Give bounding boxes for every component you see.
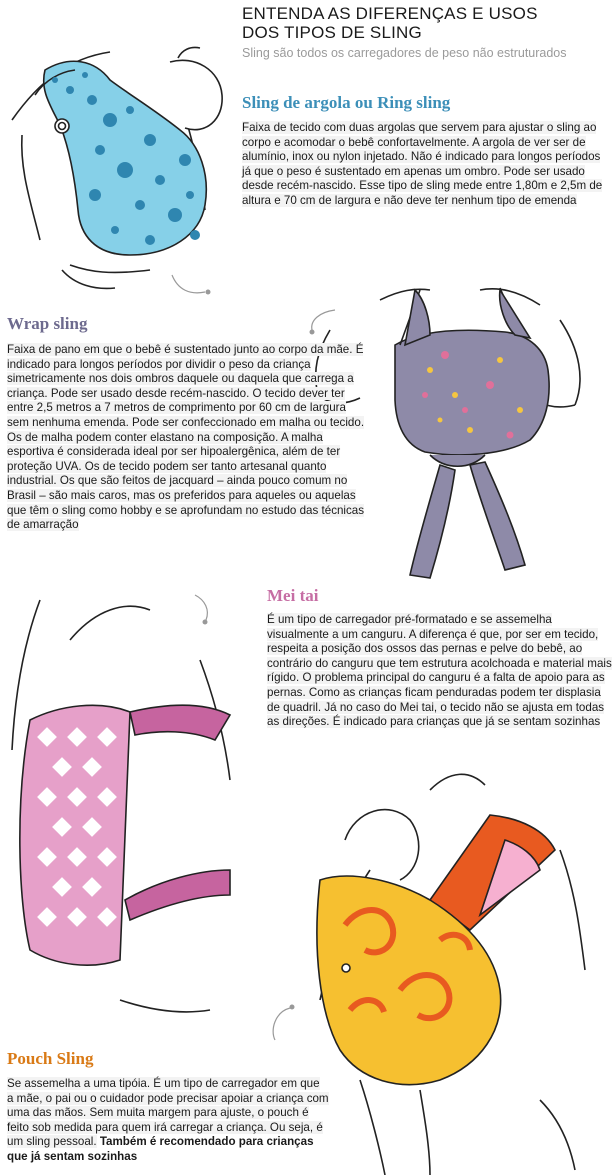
mei-tai-text: É um tipo de carregador pré-formatado e se assemelha visualmente a um canguru. A diferença é que, por ser em tecido, respeita a posição dos ossos das pernas e pelve do bebê, ao contrário do canguru que tem estrutura acolchoada e material mais rígido. O problema principal do canguru é a falta de apoio para as pernas. Como as crianças ficam penduradas podem ter displasia de quadril. Já no caso do Mei tai, o tecido não se ajusta em todas as direções. É indicado para crianças que já se sentam sozinhas — [267, 613, 612, 729]
page-title-line1: ENTENDA AS DIFERENÇAS E USOS — [242, 4, 538, 23]
page-subtitle: Sling são todos os carregadores de peso não estruturados — [242, 46, 567, 60]
pouch-sling-text-bold: Também é recomendado para crianças que já sentam sozinhas — [7, 1135, 314, 1163]
mei-tai-illustration — [12, 595, 230, 1012]
wrap-sling-text: Faixa de pano em que o bebê é sustentado junto ao corpo da mãe. É indicado para longos períodos por dividir o peso da criança simetricamente nos dois ombros daquele ou daquela que carrega a criança. Pode ser usado desde recém-nascido. O tecido dever ter entre 2,5 metros a 7 metros de comprimento por 60 cm de largura sem nenhuma emenda. Pode ser confeccionado em malha ou tecido. Os de malha podem conter elastano na composição. A malha esportiva é considerada ideal por ser hipoalergênica, além de ter proteção UVA. Os de tecido podem ser tanto artesanal quanto industrial. Os que são feitos de jacquard – ainda pouco comum no Brasil – são mais caros, mas os preferidos para aqueles ou aquelas que têm o sling como hobby e se aprofundam no estudo das técnicas de amarração — [7, 343, 365, 532]
ring-sling-description — [242, 121, 607, 209]
pouch-sling-description — [7, 1077, 329, 1165]
mei-tai-title: Mei tai — [267, 586, 319, 605]
ring-sling-illustration — [12, 47, 222, 294]
page-title — [242, 4, 612, 42]
ring-sling-title: Sling de argola ou Ring sling — [242, 93, 451, 112]
wrap-sling-description — [7, 343, 369, 533]
wrap-sling-title: Wrap sling — [7, 314, 88, 333]
pouch-sling-title: Pouch Sling — [7, 1049, 94, 1068]
pouch-sling-text: Se assemelha a uma tipóia. É um tipo de carregador em que a mãe, o pai ou o cuidador pode precisar apoiar a criança com uma das mãos. Sem muita margem para ajuste, o pouch é feito sob medida para quem irá carregar a criança. Ou seja, é um sling pessoal. — [7, 1077, 329, 1149]
ring-sling-text: Faixa de tecido com duas argolas que servem para ajustar o sling ao corpo e acomodar o bebê confortavelmente. A argola de ver ser de alumínio, inox ou nylon injetado. Não é indicado para longos períodos já que o peso é sustentado em apenas um ombro. Pode ser usado desde recém-nascido. Esse tipo de sling mede entre 1,80m e 2,5m de altura e 70 cm de largura e não deve ter nenhum tipo de emenda — [242, 121, 603, 207]
mei-tai-description — [267, 613, 612, 730]
page-title-line2: DOS TIPOS DE SLING — [242, 23, 422, 42]
